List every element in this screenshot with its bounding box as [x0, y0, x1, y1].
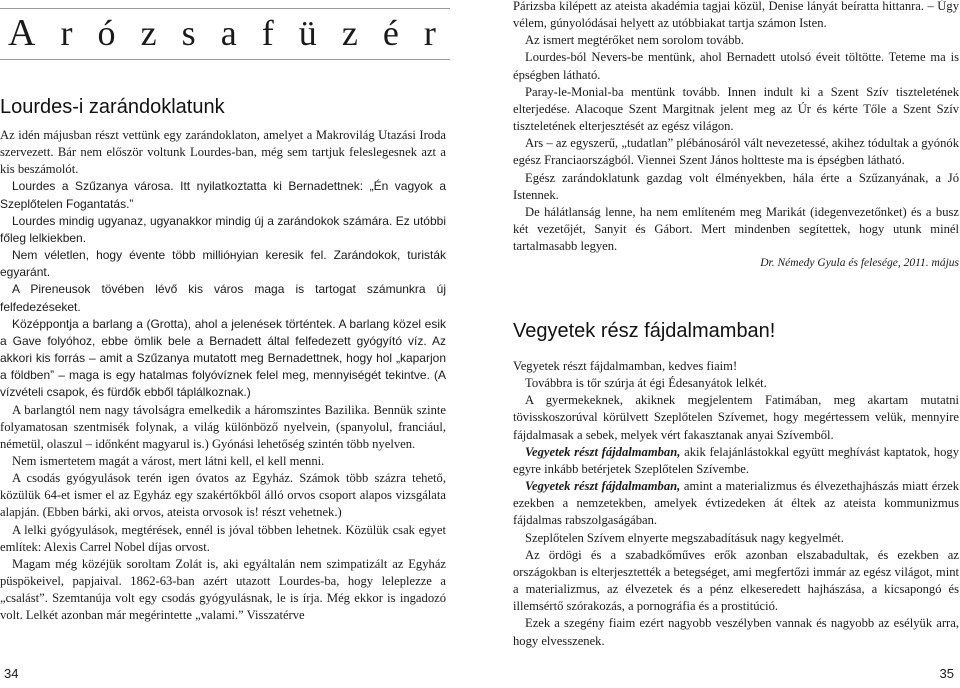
- page-number-right: 35: [939, 666, 954, 681]
- masthead: [0, 8, 450, 60]
- article-body: [0, 127, 446, 625]
- article-continuation: [513, 0, 959, 273]
- masthead-letter: r: [60, 13, 73, 53]
- paragraph: A barlangtól nem nagy távolságra emelkedik a háromszintes Bazilika. Bennük szinte folyamatosan szentmisék folynak, a világ különböző nyelvein, (spanyolul, franciául, németül, olaszul – időnként magyarul is.) Gyónási lehetőség szintén több nyelven.: [0, 402, 446, 451]
- paragraph: Paray-le-Monial-ba mentünk tovább. Innen indult ki a Szent Szív tiszteletének elterjedése. Alacoque Szent Margitnak jelent meg az Úr és kérte Tőle a Szent Szív tiszteletének elterjesztését az egész világon.: [513, 84, 959, 134]
- paragraph: A csodás gyógyulások terén igen óvatos az Egyház. Számok több százra tehető, közülük 64-et ismer el az Egyház egy szakértőkből álló orvos csoport alapos vizsgálata alapján. (Ebben bárki, aki orvos, ateista orvosok is! részt vehetnek.): [0, 471, 446, 520]
- paragraph: Az ördögi és a szabadkőműves erők azonban elszabadultak, és ezekben az országokban is elterjesztették a betegséget, ami megfertőzi immár az egész világot, mint a materializmus, az élvezetek és a pénz elkeseredett hajhászása, a kicsapongó és illemsértő szórakozás, a pornográfia és a prostitúció.: [513, 547, 959, 614]
- paragraph: Továbbra is tőr szúrja át égi Édesanyátok lelkét.: [525, 376, 767, 391]
- masthead-letter: A: [8, 12, 36, 54]
- paragraph: A lelki gyógyulások, megtérések, ennél is jóval többen lehetnek. Közülük csak egyet említek: Alexis Carrel Nobel díjas orvost.: [0, 522, 446, 554]
- paragraph: Az ismert megtérőket nem sorolom tovább.: [525, 33, 744, 48]
- paragraph-text: akik felajánlástokkal együtt meghívást kaptatok, hogy egyre inkább betérjetek Szeplőtelen Szívembe.: [513, 444, 959, 476]
- paragraph: Vegyetek részt fájdalmamban, kedves fiaim!: [513, 359, 738, 373]
- paragraph: Ars – az egyszerű, „tudatlan” plébánosáról vált nevezetessé, akihez tódultak a gyónók egész Franciaországból. Viennei Szent János holtteste ma is épségben látható.: [513, 136, 959, 168]
- paragraph: De hálátlanság lenne, ha nem említeném meg Marikát (idegenvezetőnket) és a busz két vezetőjét, Sanyit és Gábort. Mert mindenben segítettek, hogy utunk minél tartalmasabb legyen.: [513, 204, 959, 254]
- paragraph: Nem véletlen, hogy évente több millióнyian keresik fel. Zarándokok, turisták egyaránt.: [0, 248, 446, 280]
- paragraph: Lourdes a Szűzanya városa. Itt nyilatkoztatta ki Bernadettnek: „Én vagyok a Szeplőtelen Fogantatás.”: [0, 179, 446, 211]
- paragraph: Lourdes mindig ugyanaz, ugyanakkor mindig új a zarándokok számára. Ez utóbbi főleg lelkiekben.: [0, 213, 446, 245]
- masthead-letter: ó: [97, 13, 116, 53]
- masthead-letter: z: [341, 13, 358, 53]
- paragraph: Az idén májusban részt vettünk egy zarándoklaton, amelyet a Makrovilág Utazási Iroda szervezett. Bár nem először voltunk Lourdes-ban, még sem tartjuk feleslegesnek azt a kis beszámolót.: [0, 128, 446, 177]
- paragraph: A gyermekeknek, akiknek megjelentem Fatimában, meg akartam mutatni tövisskoszorúval körülvett Szeplőtelen Szívemet, hogy megértessem velük, mennyire fájdalmasak a sebek, melyek vért fakasztanak anyai Szívemből.: [513, 393, 959, 442]
- article-title: Lourdes-i zarándoklatunk: [0, 96, 225, 118]
- masthead-letter: s: [181, 13, 196, 53]
- paragraph: [513, 478, 959, 529]
- masthead-letter: é: [382, 13, 399, 53]
- emphasis: Vegyetek részt fájdalmamban,: [525, 444, 681, 459]
- paragraph-text: amint a materializmus és élvezethajhászás miatt érzek ezekben a nemzetekben, amelyek évtizedeken át éltek az ateista kommunizmus fájdalmas rabszolgaságában.: [513, 479, 960, 528]
- paragraph: Szeplőtelen Szívem elnyerte megszabadításuk nagy kegyelmét.: [525, 530, 844, 545]
- masthead-letter: r: [423, 13, 436, 53]
- paragraph: Nem ismertetem magát a várost, mert látni kell, el kell menni.: [12, 453, 325, 468]
- paragraph: Egész zarándoklatunk gazdag volt élményekben, hála érte a Szűzanyának, a Jó Istennek.: [513, 170, 959, 202]
- paragraph: Magam még közéjük soroltam Zolát is, aki egyáltalán nem szimpatizált az Egyház püspökeivel, papjaival. 1862-63-ban azért utazott Lourdes-ba, hogy leleplezze a „csalást”. Szemtanúja volt egy csodás gyógyulásnak, le is írja. Még ekkor is ingadozó volt. Lelkét azonban már megérintette „valami.” Visszatérve: [0, 556, 446, 623]
- paragraph: [513, 444, 959, 478]
- author-signature: Dr. Némedy Gyula és felesége, 2011. május: [760, 257, 959, 270]
- masthead-letter: f: [261, 13, 274, 53]
- emphasis: Vegyetek részt fájdalmamban,: [525, 479, 681, 494]
- paragraph: Párizsba kilépett az ateista akadémia tagjai közül, Denise lányát beíratta hittanra. – Úgy vélem, gúnyolódásai helyett az utóbbiakat tartja számon Isten.: [513, 0, 959, 31]
- paragraph: Lourdes-ból Nevers-be mentünk, ahol Bernadett utolsó éveit töltötte. Teteme ma is épségben látható.: [513, 50, 959, 82]
- masthead-letter: z: [140, 13, 157, 53]
- paragraph: A Pireneusok tövében lévő kis város maga is tartogat számunkra új felfedezéseket.: [0, 282, 446, 314]
- masthead-letter: ü: [298, 13, 317, 53]
- paragraph: Középpontja a barlang a (Grotta), ahol a jelenések történtek. A barlang közel esik a Gave folyóhoz, ebbe ömlik bele a Bernadett által felfedezett gyógyító víz. Az akkori kis forrás – amit a Szűzanya mutatott meg Bernadettnek, hogy hol „kaparjon a földben” – maga is egy hatalmas folyóvíznek felel meg, mennyiségét tekintve. (A vízvételi csapok, és fürdők ebből táplálkoznak.): [0, 316, 446, 400]
- masthead-letter: a: [220, 13, 237, 53]
- page-number-left: 34: [4, 666, 19, 681]
- masthead-title: [0, 9, 450, 57]
- article-title-2: Vegyetek rész fájdalmamban!: [513, 320, 776, 342]
- paragraph: Ezek a szegény fiaim ezért nagyobb veszélyben vannak és nagyobb az esélyük arra, hogy elvesszenek.: [513, 616, 959, 648]
- article-body-2: [513, 358, 959, 650]
